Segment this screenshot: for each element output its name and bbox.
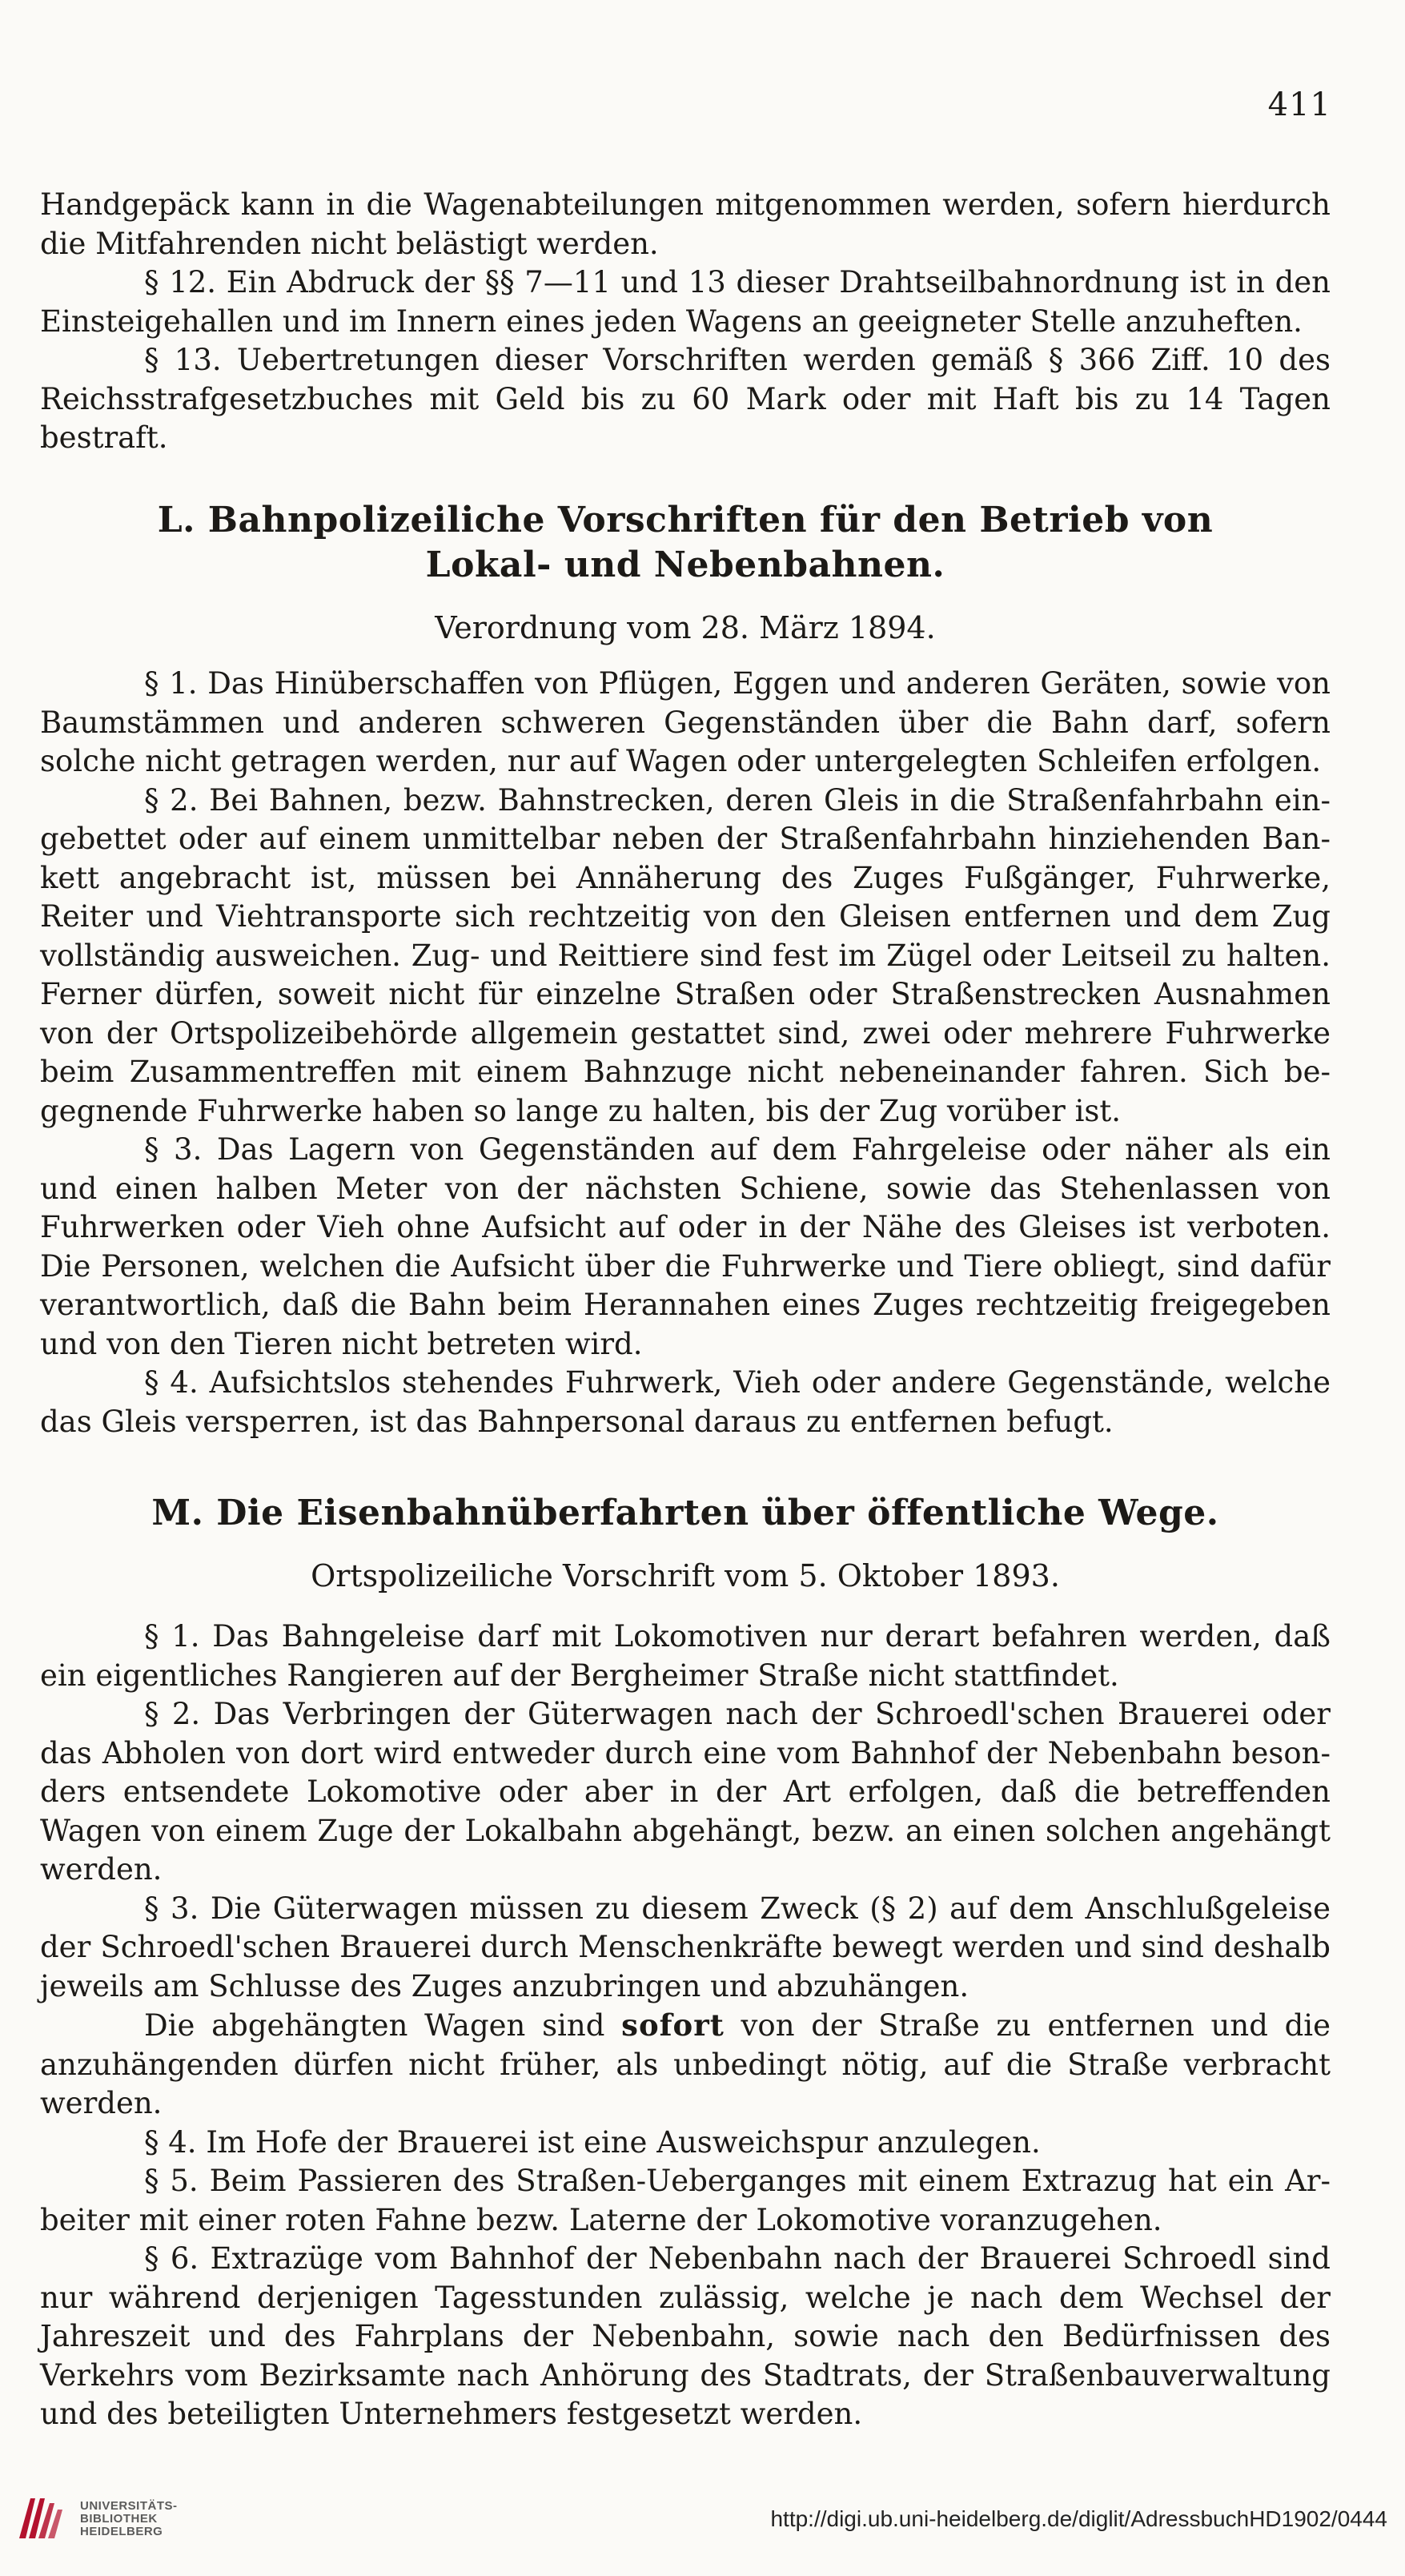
paragraph-m-3b (40, 2006, 1331, 2124)
source-url-link[interactable]: http://digi.ub.uni-heidelberg.de/diglit/AdressbuchHD1902/0444 (770, 2506, 1387, 2531)
paragraph-section-12: § 12. Ein Abdruck der §§ 7—11 und 13 dieser Drahtseilbahnordnung ist in den Einsteigehallen und im Innern eines jeden Wagens an geeigneter Stelle anzuheften. (40, 265, 1331, 339)
paragraph-l-1: § 1. Das Hinüberschaffen von Pflügen, Eggen und anderen Geräten, sowie von Baumstämmen und anderen schweren Gegenständen über die Bahn darf, sofern solche nicht getragen werden, nur auf Wagen oder untergelegten Schleifen erfolgen. (40, 666, 1331, 778)
paragraph-m-2: § 2. Das Verbringen der Güterwagen nach der Schroedl'schen Brauerei oder das Abholen von dort wird entweder durch eine vom Bahnhof der Nebenbahn besonders entsendete Lokomotive oder aber in der Art erfolgen, daß die betreffenden Wagen von einem Zuge der Lokalbahn abgehängt, bezw. an einen solchen angehängt werden. (40, 1697, 1331, 1887)
paragraph-m-4: § 4. Im Hofe der Brauerei ist eine Ausweichspur anzulegen. (144, 2124, 1041, 2160)
top-section (40, 186, 1331, 458)
section-l-body (40, 665, 1331, 1441)
section-m-subtitle: Ortspolizeiliche Vorschrift vom 5. Oktober 1893. (311, 1558, 1060, 1593)
library-seal-icon (14, 2492, 70, 2542)
section-m-body (40, 1618, 1331, 2434)
paragraph-section-13: § 13. Uebertretungen dieser Vorschriften werden gemäß § 366 Ziff. 10 des Reichsstrafgesetzbuches mit Geld bis zu 60 Mark oder mit Haft bis zu 14 Tagen bestraft. (40, 343, 1331, 455)
page-number: 411 (1267, 86, 1331, 123)
paragraph-l-3: § 3. Das Lagern von Gegenständen auf dem Fahrgeleise oder näher als ein und einen halben Meter von der nächsten Schiene, sowie das Stehenlassen von Fuhrwerken oder Vieh ohne Aufsicht auf oder in der Nähe des Gleises ist verboten. Die Personen, welchen die Aufsicht über die Fuhrwerke und Tiere obliegt, sind dafür verantwortlich, daß die Bahn beim Herannahen eines Zuges rechtzeitig freigegeben und von den Tieren nicht betreten wird. (40, 1132, 1331, 1361)
paragraph-m-3: § 3. Die Güterwagen müssen zu diesem Zweck (§ 2) auf dem Anschlußgeleise der Schroedl'schen Brauerei durch Menschenkräfte bewegt werden und sind deshalb jeweils am Schlusse des Zuges anzubringen und abzuhängen. (40, 1891, 1331, 2003)
library-name-line: BIBLIOTHEK (80, 2512, 158, 2526)
library-name (80, 2500, 178, 2538)
text-segment: von der Straße zu entfernen und die anzuhängenden dürfen nicht früher, als unbedingt nötig, auf die Straße verbracht werden. (40, 2008, 1331, 2120)
text-segment: Die abgehängten Wagen sind (144, 2008, 605, 2043)
library-name-line: UNIVERSITÄTS- (80, 2499, 178, 2513)
section-m-title: M. Die Eisenbahnüberfahrten über öffentliche Wege. (151, 1493, 1219, 1533)
paragraph-l-2: § 2. Bei Bahnen, bezw. Bahnstrecken, deren Gleis in die Straßenfahrbahn eingebettet oder auf einem unmittelbar neben der Straßenfahrbahn hinziehenden Bankett angebracht ist, müssen bei Annäherung des Zuges Fußgänger, Fuhrwerke, Reiter und Viehtransporte sich rechtzeitig von den Gleisen entfernen und dem Zug vollständig ausweichen. Zug- und Reittiere sind fest im Zügel oder Leitseil zu halten. Ferner dürfen, soweit nicht für einzelne Straßen oder Straßenstrecken Ausnahmen von der Ortspolizeibehörde allgemein gestattet sind, zwei oder mehrere Fuhrwerke beim Zusammentreffen mit einem Bahnzuge nicht nebeneinander fahren. Sich begegnende Fuhrwerke haben so lange zu halten, bis der Zug vorüber ist. (40, 782, 1331, 1128)
paragraph-m-5: § 5. Beim Passieren des Straßen-Ueberganges mit einem Extrazug hat ein Arbeiter mit einer roten Fahne bezw. Laterne der Lokomotive voranzugehen. (40, 2164, 1331, 2237)
library-name-line: HEIDELBERG (80, 2525, 163, 2538)
paragraph-l-4: § 4. Aufsichtslos stehendes Fuhrwerk, Vieh oder andere Gegenstände, welche das Gleis versperren, ist das Bahnpersonal daraus zu entfernen befugt. (40, 1365, 1331, 1439)
section-l-title: L. Bahnpolizeiliche Vorschriften für den Betrieb von Lokal- und Nebenbahnen. (157, 500, 1214, 585)
paragraph: Handgepäck kann in die Wagenabteilungen mitgenommen werden, sofern hierdurch die Mitfahrenden nicht belästigt werden. (40, 187, 1331, 261)
paragraph-m-1: § 1. Das Bahngeleise darf mit Lokomotiven nur derart befahren werden, daß ein eigentliches Rangieren auf der Bergheimer Straße nicht stattfindet. (40, 1619, 1331, 1693)
section-l-subtitle: Verordnung vom 28. März 1894. (435, 610, 936, 645)
paragraph-m-6: § 6. Extrazüge vom Bahnhof der Nebenbahn nach der Brauerei Schroedl sind nur während derjenigen Tagesstunden zulässig, welche je nach dem Wechsel der Jahreszeit und des Fahrplans der Nebenbahn, sowie nach den Bedürfnissen des Verkehrs vom Bezirksamte nach Anhörung des Stadtrats, der Straßenbauverwaltung und des beteiligten Unternehmers festgesetzt werden. (40, 2241, 1331, 2431)
emphasized-word: sofort (621, 2007, 725, 2043)
